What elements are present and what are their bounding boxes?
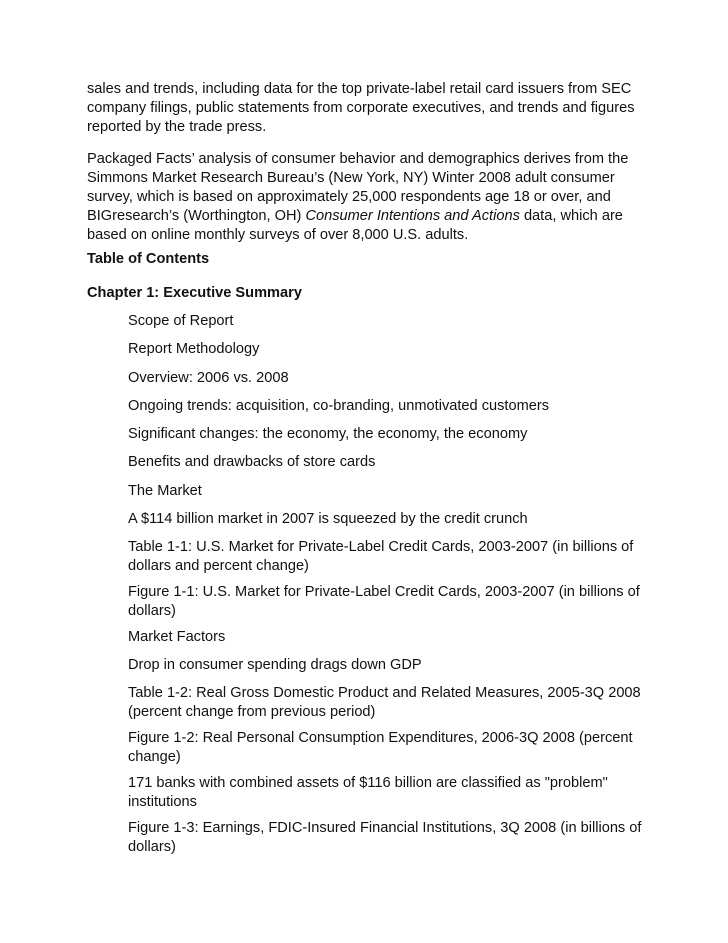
toc-item[interactable] <box>128 583 648 621</box>
toc-item-line: Market Factors <box>128 629 226 645</box>
intro-paragraph <box>87 80 647 137</box>
toc-item-line: Figure 1-3: Earnings, FDIC-Insured Financial Institutions, 3Q 2008 (in billions of <box>128 820 642 836</box>
chapter-heading: Chapter 1: Executive Summary <box>87 285 302 301</box>
toc-item[interactable] <box>128 312 648 331</box>
toc-item-line: dollars and percent change) <box>128 558 309 574</box>
toc-item-line: Figure 1-2: Real Personal Consumption Expenditures, 2006-3Q 2008 (percent <box>128 730 633 746</box>
toc-item-line: 171 banks with combined assets of $116 billion are classified as "problem" <box>128 775 608 791</box>
toc-item[interactable] <box>128 729 648 767</box>
toc-item[interactable] <box>128 425 648 444</box>
toc-item-line: institutions <box>128 794 197 810</box>
toc-item-line: change) <box>128 749 181 765</box>
text-line: company filings, public statements from corporate executives, and trends and figures <box>87 100 635 116</box>
text-line: Simmons Market Research Bureau’s (New York, NY) Winter 2008 adult consumer <box>87 170 615 186</box>
italic-title: Consumer Intentions and Actions <box>305 208 520 224</box>
toc-item[interactable] <box>128 453 648 472</box>
toc-item[interactable] <box>128 628 648 647</box>
toc-item-line: Overview: 2006 vs. 2008 <box>128 370 289 386</box>
toc-item-line: Figure 1-1: U.S. Market for Private-Label Credit Cards, 2003-2007 (in billions of <box>128 584 640 600</box>
toc-item-line: dollars) <box>128 603 176 619</box>
text-span: BIGresearch’s (Worthington, OH) <box>87 208 306 224</box>
toc-item-line: Significant changes: the economy, the economy, the economy <box>128 426 528 442</box>
text-line <box>87 207 647 226</box>
toc-item[interactable] <box>128 397 648 416</box>
toc-item-line: Scope of Report <box>128 313 234 329</box>
text-line: Packaged Facts’ analysis of consumer behavior and demographics derives from the <box>87 151 629 167</box>
methodology-paragraph <box>87 150 647 245</box>
toc-item[interactable] <box>128 684 648 722</box>
toc-item-line: Report Methodology <box>128 341 260 357</box>
toc-item-line: (percent change from previous period) <box>128 704 376 720</box>
text-line: reported by the trade press. <box>87 119 267 135</box>
toc-item[interactable] <box>128 340 648 359</box>
text-line: sales and trends, including data for the top private-label retail card issuers from SEC <box>87 81 632 97</box>
toc-item-line: Table 1-1: U.S. Market for Private-Label Credit Cards, 2003-2007 (in billions of <box>128 539 634 555</box>
toc-item[interactable] <box>128 656 648 675</box>
toc-item-line: Drop in consumer spending drags down GDP <box>128 657 422 673</box>
toc-item-line: A $114 billion market in 2007 is squeezed by the credit crunch <box>128 511 528 527</box>
toc-item[interactable] <box>128 482 648 501</box>
toc-item-line: Benefits and drawbacks of store cards <box>128 454 376 470</box>
toc-item-line: Ongoing trends: acquisition, co-branding, unmotivated customers <box>128 398 550 414</box>
text-line: based on online monthly surveys of over 8,000 U.S. adults. <box>87 227 469 243</box>
text-line: survey, which is based on approximately 25,000 respondents age 18 or over, and <box>87 189 611 205</box>
toc-item[interactable] <box>128 819 648 857</box>
toc-item[interactable] <box>128 369 648 388</box>
toc-item[interactable] <box>128 538 648 576</box>
text-span: data, which are <box>519 208 623 224</box>
toc-item[interactable] <box>128 510 648 529</box>
toc-item-line: dollars) <box>128 839 176 855</box>
toc-heading: Table of Contents <box>87 251 210 267</box>
toc-item-line: The Market <box>128 483 202 499</box>
toc-item[interactable] <box>128 774 648 812</box>
toc-item-line: Table 1-2: Real Gross Domestic Product and Related Measures, 2005-3Q 2008 <box>128 685 641 701</box>
